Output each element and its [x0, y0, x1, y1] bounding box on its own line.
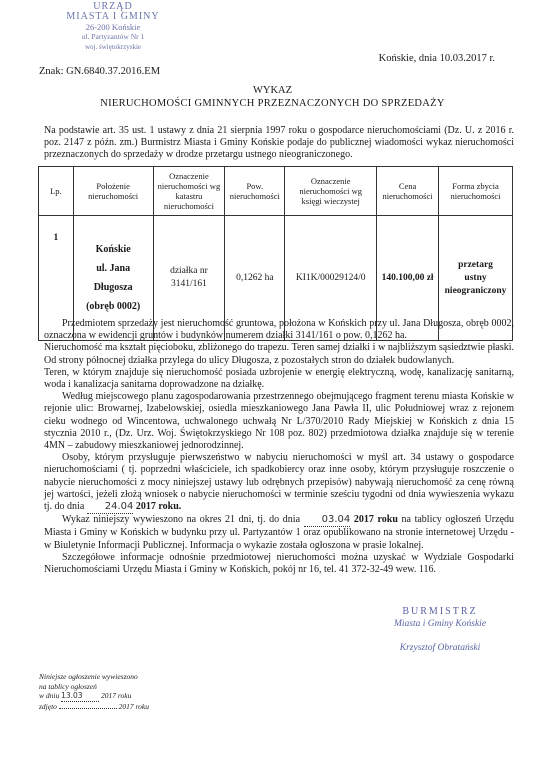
document-title: WYKAZ	[252, 85, 293, 96]
cell-price: 140.100,00 zł	[377, 216, 439, 341]
signature-stamp	[370, 606, 510, 653]
location-line: Długosza	[93, 282, 133, 293]
note-line: na tablicy ogłoszeń	[39, 681, 97, 691]
property-table	[38, 166, 513, 341]
form-line: nieograniczony	[444, 285, 507, 296]
cell-ledger: KI1K/00029124/0	[285, 216, 377, 341]
location-line: (obręb 0002)	[86, 301, 141, 312]
blank-field	[59, 708, 117, 709]
cell-lp: 1	[39, 216, 74, 341]
reference-number: Znak: GN.6840.37.2016.EM	[39, 66, 161, 77]
handwritten-date: 03.04	[304, 514, 351, 527]
designation-line: 3141/161	[170, 279, 207, 289]
paragraph-subject: Przedmiotem sprzedaży jest nieruchomość gruntowa, położona w Końskich przy ul. Jana Długosza, obręb 0002, oznaczona w ewidencji gruntów i budynków numerem działki 3141/161 o pow. 0,1262 ha.	[44, 318, 514, 342]
paragraph-priority	[44, 452, 514, 514]
stamp-line: MIASTA I GMINY	[66, 11, 160, 22]
note-label: 2017 roku	[118, 701, 150, 711]
signature-name: Krzysztof Obratański	[399, 643, 481, 653]
note-line: Niniejsze ogłoszenie wywieszono	[39, 672, 138, 681]
document-subtitle: NIERUCHOMOŚCI GMINNYCH PRZEZNACZONYCH DO SPRZEDAŻY	[100, 98, 445, 109]
stamp-line: ul. Partyzantów Nr 1	[81, 32, 145, 41]
cell-area: 0,1262 ha	[225, 216, 285, 341]
signature-office: Miasta i Gminy Końskie	[393, 619, 487, 629]
form-line: ustny	[464, 272, 487, 283]
place-date: Końskie, dnia 10.03.2017 r.	[378, 53, 495, 64]
note-line	[39, 702, 179, 712]
location-line: Końskie	[95, 244, 131, 255]
paragraph-posting	[44, 514, 514, 552]
paragraph-contact: Szczegółowe informacje odnośnie przedmiotowej nieruchomości można uzyskać w Wydziale Gospodarki Nieruchomościami Urzędu Miasta i Gminy w Końskich, pokój nr 16, tel. 41 372-32-49 wew. 116.	[44, 551, 514, 576]
note-label: 2017 roku	[100, 691, 132, 700]
posting-deadline: 2017 roku	[353, 514, 398, 526]
stamp-line: woj. świętokrzyskie	[85, 43, 141, 51]
main-text	[44, 318, 514, 576]
header-designation: Oznaczenie nieruchomości wg katastru nieruchomości	[153, 167, 225, 216]
posting-note	[39, 672, 179, 711]
note-label: zdjęto	[39, 701, 57, 711]
header-ledger: Oznaczenie nieruchomości wg księgi wieczystej	[285, 167, 377, 216]
paragraph-zoning: Według miejscowego planu zagospodarowania przestrzennego obejmującego fragment terenu miasta Końskie w rejonie ulic: Browarnej, Izabelowskiej, osiedla mieszkaniowego Jana Pawła II, ulic Południowej wraz z rejonem cieku wodnego od Wincentowa, uchwalonego uchwałą Nr L/370/2010 Rady Miejskiej w Końskich z dnia 15 stycznia 2010 r., (Dz. Urz. Woj. Świętokrzyskiego Nr 108 poz. 802) przedmiotowa działka znajduje się w terenie 4MN – zabudowy mieszkaniowej jednorodzinnej.	[44, 391, 514, 452]
office-stamp	[48, 2, 178, 52]
note-line	[39, 691, 179, 702]
form-line: przetarg	[458, 259, 493, 270]
posting-text: Wykaz niniejszy wywieszono na okres 21 dni, tj. do dnia	[62, 514, 301, 526]
note-label: w dniu	[39, 691, 60, 700]
designation-line: działka nr	[170, 266, 208, 276]
location-line: ul. Jana	[96, 263, 131, 274]
handwritten-date: 13.03	[61, 691, 99, 702]
signature-title: BURMISTRZ	[402, 606, 478, 617]
priority-text: Osoby, którym przysługuje pierwszeństwo w nabyciu nieruchomości w myśl art. 34 ustawy o gospodarce nieruchomościami ( tj. poprzedni właściciele, ich spadkobiercy oraz inne osoby, którym przysługuje roszczenie o nabycie nieruchomości z mocy niniejszej ustawy lub odrębnych przepisów) nabywają nieruchomość za cenę równą jej wartości, jeżeli złożą wniosek o nabycie nieruchomości w terminie sześciu tygodni od dnia wywieszenia wykazu tj. do dnia	[44, 452, 514, 513]
header-price: Cena nieruchomości	[377, 167, 439, 216]
priority-deadline: 2017 roku.	[135, 501, 182, 513]
header-area: Pow. nieruchomości	[225, 167, 285, 216]
header-location: Położenie nieruchomości	[73, 167, 153, 216]
paragraph-utilities: Teren, w którym znajduje się nieruchomość posiada uzbrojenie w energię elektryczną, wodę, kanalizację sanitarną, woda i kanalizacja sanitarna doprowadzone na działkę.	[44, 366, 514, 391]
header-form: Forma zbycia nieruchomości	[439, 167, 513, 216]
table-header-row	[39, 167, 513, 216]
posting-text: na tablicy ogłoszeń Urzędu Miasta i Gminy w Końskich w budynku przy ul. Partyzantów 1 oraz opublikowano na stronie internetowej Urzędu - w Biuletynie Informacji Publicznej. Informacja o wykazie została ogłoszona w prasie lokalnej.	[44, 514, 515, 551]
handwritten-date: 24.04	[87, 501, 134, 514]
stamp-line: 26-200 Końskie	[85, 22, 141, 32]
stamp-line: URZĄD	[93, 1, 133, 12]
paragraph-shape: Nieruchomość ma kształt pięcioboku, zbliżonego do trapezu. Teren samej działki i w najbliższym sąsiedztwie płaski. Od strony północnej działka przylega do ulicy Długosza, z pozostałych stron do działek budowlanych.	[44, 342, 514, 366]
header-lp: Lp.	[39, 167, 74, 216]
intro-paragraph: Na podstawie art. 35 ust. 1 ustawy z dnia 21 sierpnia 1997 roku o gospodarce nieruchomościami (Dz. U. z 2016 r. poz. 2147 z późn. zm.) Burmistrz Miasta i Gminy Końskie podaje do publicznej wiadomości wykaz nieruchomości przeznaczonych do sprzedaży w drodze przetargu ustnego nieograniczonego.	[44, 125, 514, 161]
